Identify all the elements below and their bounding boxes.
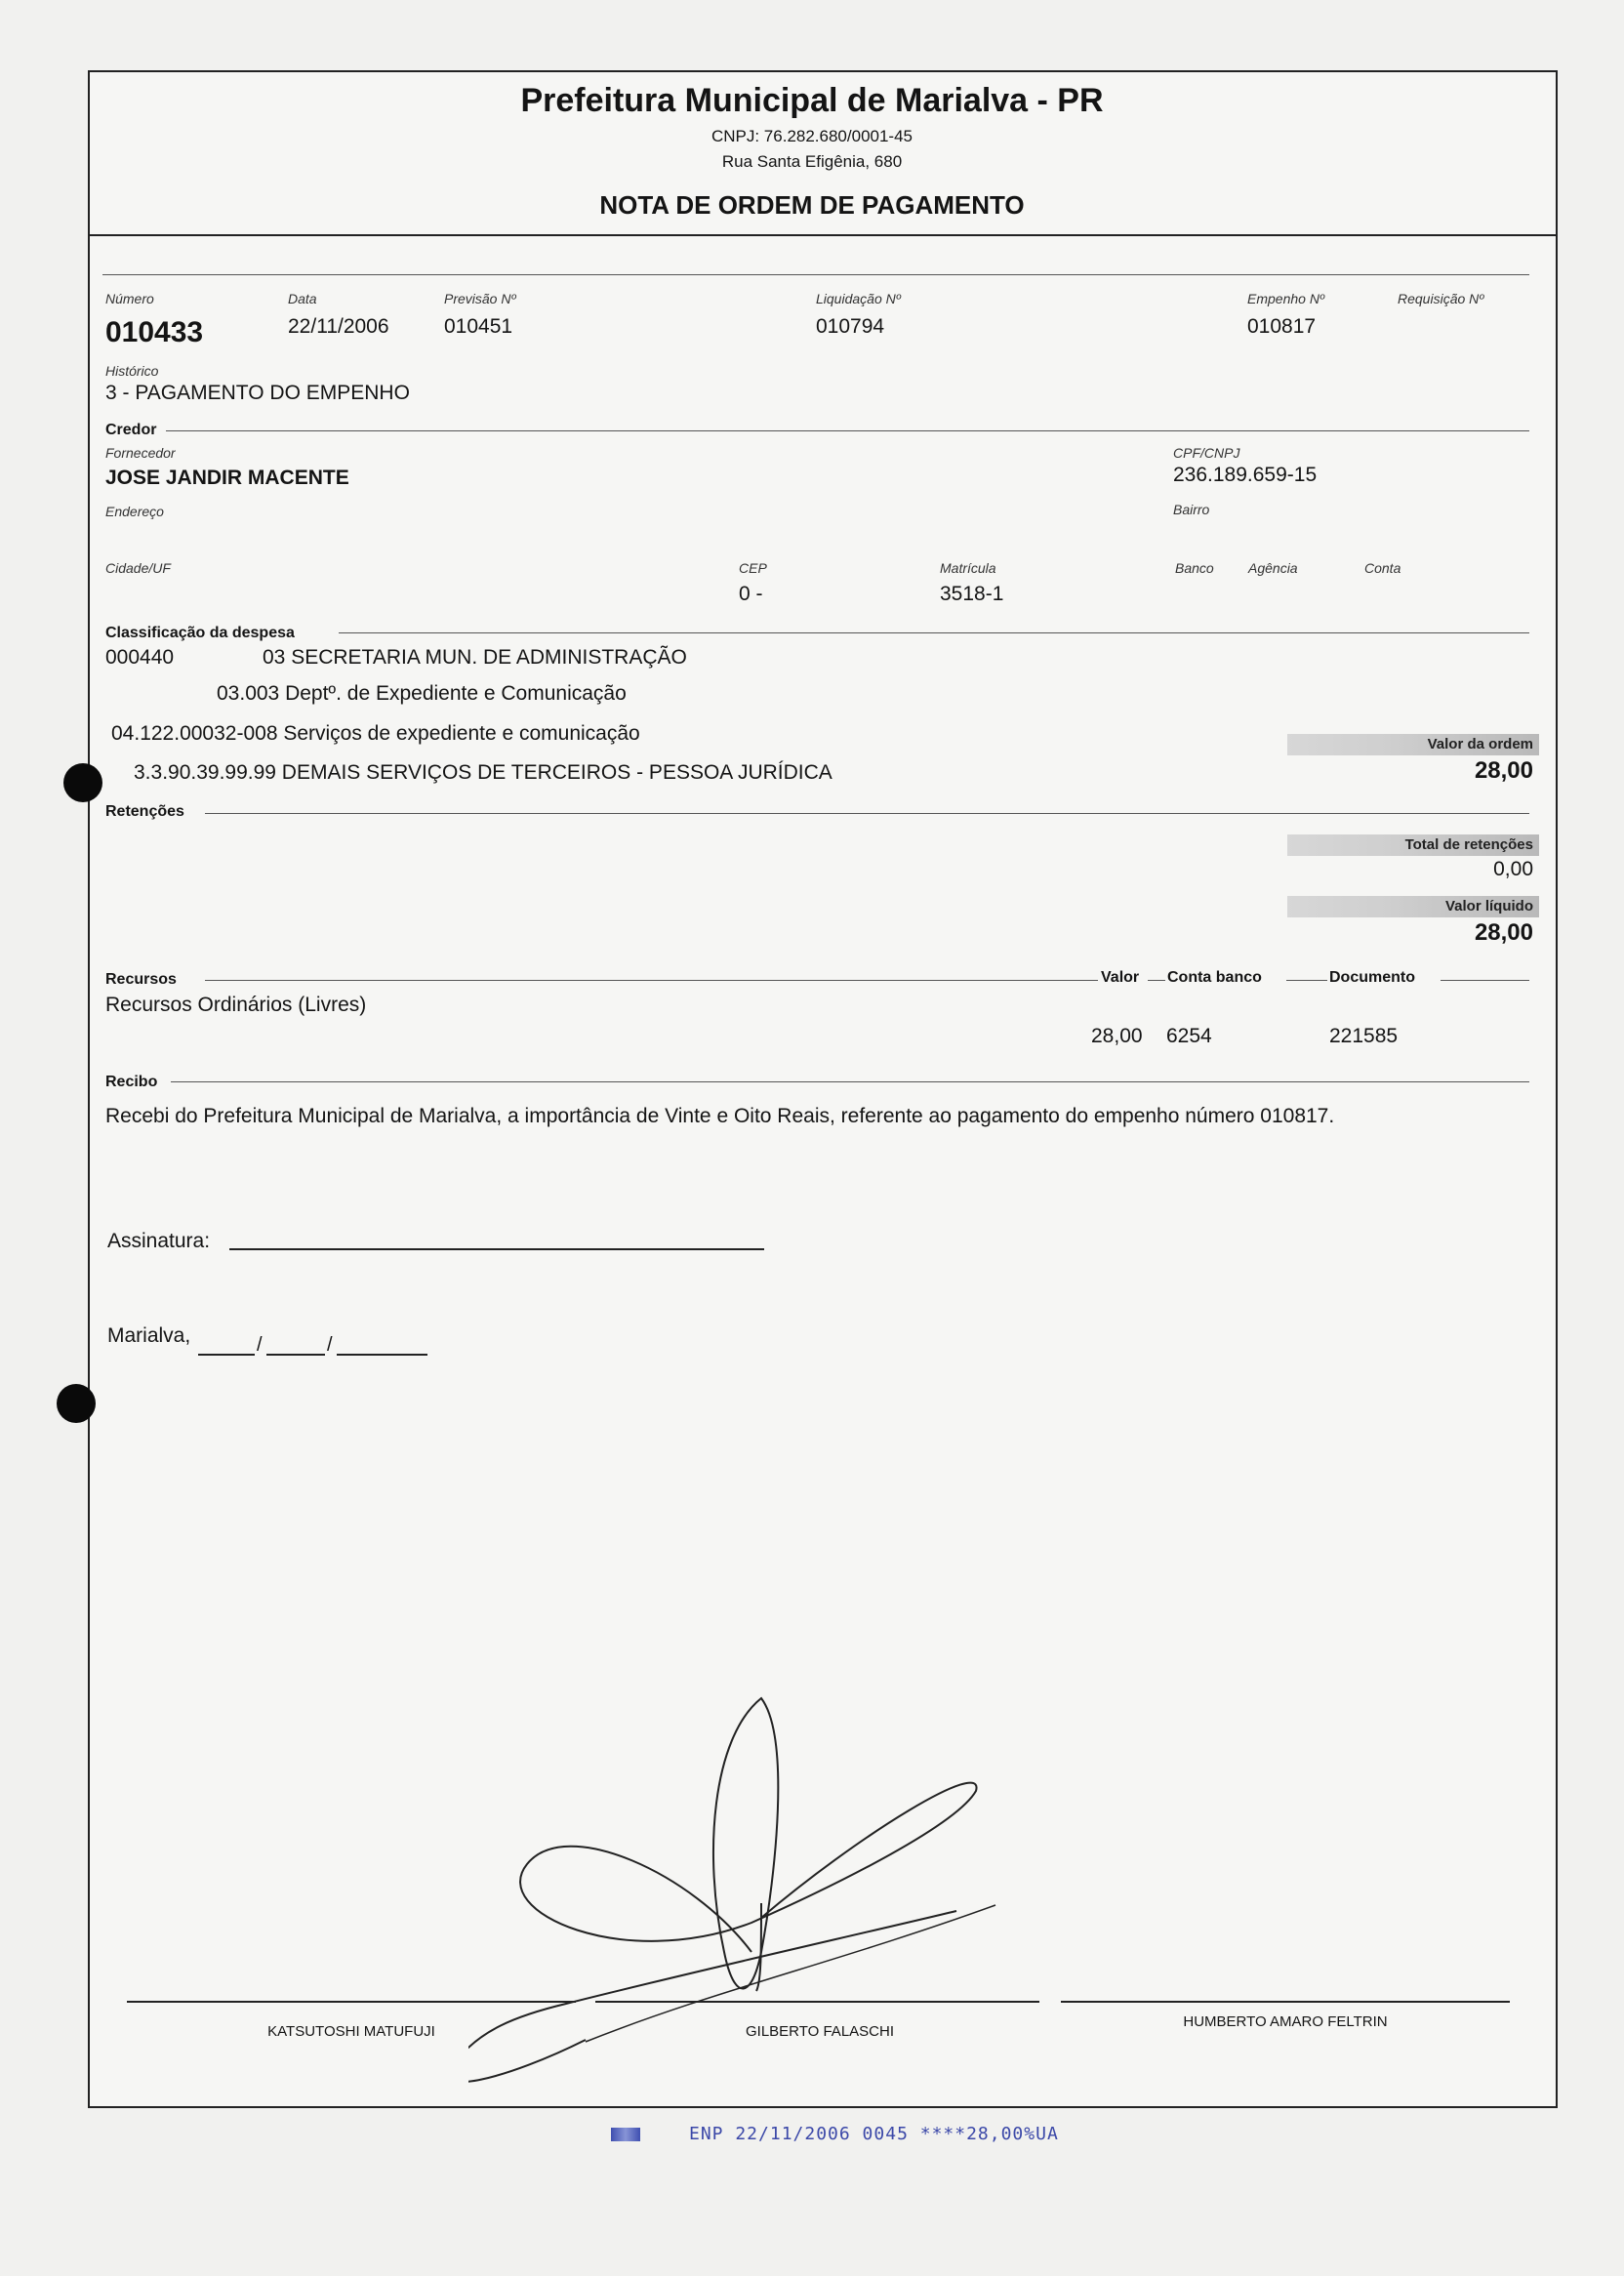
sig-line-3 [1061, 2001, 1510, 2003]
numero-label: Número [105, 291, 154, 306]
valor-liquido-value: 28,00 [1474, 919, 1533, 946]
valor-liquido-label: Valor líquido [1444, 898, 1533, 914]
liquidacao-label: Liquidação Nº [816, 291, 901, 306]
date-month-line [266, 1354, 325, 1356]
data-value: 22/11/2006 [288, 315, 389, 338]
total-retencoes-label: Total de retenções [1404, 836, 1533, 853]
punch-hole-bottom [57, 1384, 96, 1423]
recursos-rule-2 [1148, 980, 1165, 981]
municipality-title: Prefeitura Municipal de Marialva - PR [520, 82, 1104, 119]
matricula-label: Matrícula [940, 560, 996, 576]
previsao-value: 010451 [444, 315, 513, 338]
secretaria-text: 03 SECRETARIA MUN. DE ADMINISTRAÇÃO [263, 646, 687, 669]
data-label: Data [288, 291, 317, 306]
liquidacao-value: 010794 [816, 315, 885, 338]
date-slash: / [257, 1334, 263, 1356]
punch-hole-top [63, 763, 102, 802]
bairro-label: Bairro [1173, 502, 1210, 517]
valor-ordem-bar [1287, 734, 1539, 755]
recursos-rule-3 [1286, 980, 1327, 981]
valor-ordem-label: Valor da ordem [1427, 736, 1533, 752]
cnpj-text: CNPJ: 76.282.680/0001-45 [710, 127, 914, 145]
assinatura-line[interactable] [229, 1248, 764, 1250]
fornecedor-value: JOSE JANDIR MACENTE [105, 467, 349, 489]
empenho-value: 010817 [1247, 315, 1317, 338]
document-title: NOTA DE ORDEM DE PAGAMENTO [599, 190, 1025, 220]
bank-stamp-mark [611, 2128, 640, 2141]
recursos-rule [205, 980, 1098, 981]
elemento-text: 3.3.90.39.99.99 DEMAIS SERVIÇOS DE TERCEIROS - PESSOA JURÍDICA [134, 761, 832, 784]
recursos-conta: 6254 [1166, 1025, 1212, 1047]
sig-line-1 [127, 2001, 576, 2003]
cpf-label: CPF/CNPJ [1173, 445, 1240, 461]
credor-section: Credor [105, 422, 157, 438]
total-retencoes-value: 0,00 [1493, 858, 1533, 880]
departamento-text: 03.003 Deptº. de Expediente e Comunicação [217, 682, 627, 705]
recursos-valor-col: Valor [1101, 969, 1140, 986]
recursos-section: Recursos [105, 971, 177, 988]
historico-value: 3 - PAGAMENTO DO EMPENHO [105, 382, 410, 404]
numero-value: 010433 [105, 316, 204, 348]
assinatura-label: Assinatura: [107, 1230, 211, 1252]
dotacao-codigo: 000440 [105, 646, 175, 669]
classificacao-section: Classificação da despesa [105, 625, 295, 641]
recibo-section: Recibo [105, 1074, 158, 1090]
recursos-conta-col: Conta banco [1167, 969, 1262, 986]
valor-liquido-bar [1287, 896, 1539, 917]
valor-ordem-value: 28,00 [1474, 757, 1533, 784]
signatory-1: KATSUTOSHI MATUFUJI [267, 2023, 435, 2040]
historico-label: Histórico [105, 363, 159, 379]
date-blank[interactable] [198, 1334, 427, 1361]
bank-stamp-text: ENP 22/11/2006 0045 ****28,00%UA [689, 2124, 1059, 2144]
date-day-line [198, 1354, 255, 1356]
empenho-label: Empenho Nº [1247, 291, 1325, 306]
fornecedor-label: Fornecedor [105, 445, 176, 461]
endereco-label: Endereço [105, 504, 164, 519]
recursos-documento-col: Documento [1329, 969, 1415, 986]
address-text: Rua Santa Efigênia, 680 [721, 152, 903, 171]
requisicao-label: Requisição Nº [1398, 291, 1484, 306]
agencia-label: Agência [1248, 560, 1298, 576]
retencoes-section: Retenções [105, 803, 184, 820]
total-retencoes-bar [1287, 834, 1539, 856]
conta-label: Conta [1364, 560, 1401, 576]
matricula-value: 3518-1 [940, 583, 1004, 605]
cidade-label: Cidade/UF [105, 560, 171, 576]
classificacao-rule [339, 632, 1529, 633]
cpf-value: 236.189.659-15 [1173, 464, 1318, 486]
cep-value: 0 - [739, 583, 763, 605]
sig-line-2 [595, 2001, 1039, 2003]
recibo-rule [171, 1081, 1529, 1082]
recursos-valor: 28,00 [1091, 1025, 1143, 1047]
date-year-line [337, 1354, 427, 1356]
signatory-3: HUMBERTO AMARO FELTRIN [1183, 2013, 1388, 2030]
signatory-2: GILBERTO FALASCHI [746, 2023, 894, 2040]
recursos-documento: 221585 [1329, 1025, 1399, 1047]
date-slash-2: / [327, 1334, 333, 1356]
banco-label: Banco [1175, 560, 1214, 576]
credor-rule [166, 430, 1529, 431]
recursos-rule-4 [1441, 980, 1529, 981]
previsao-label: Previsão Nº [444, 291, 516, 306]
local-label: Marialva, [107, 1324, 191, 1347]
recibo-texto: Recebi do Prefeitura Municipal de Marialva, a importância de Vinte e Oito Reais, referente ao pagamento do empenho número 010817. [105, 1105, 1335, 1127]
info-rule [102, 274, 1529, 275]
recursos-descricao: Recursos Ordinários (Livres) [105, 994, 367, 1016]
cep-label: CEP [739, 560, 767, 576]
funcional-text: 04.122.00032-008 Serviços de expediente e comunicação [111, 722, 640, 745]
retencoes-rule [205, 813, 1529, 814]
header-separator [88, 234, 1558, 236]
